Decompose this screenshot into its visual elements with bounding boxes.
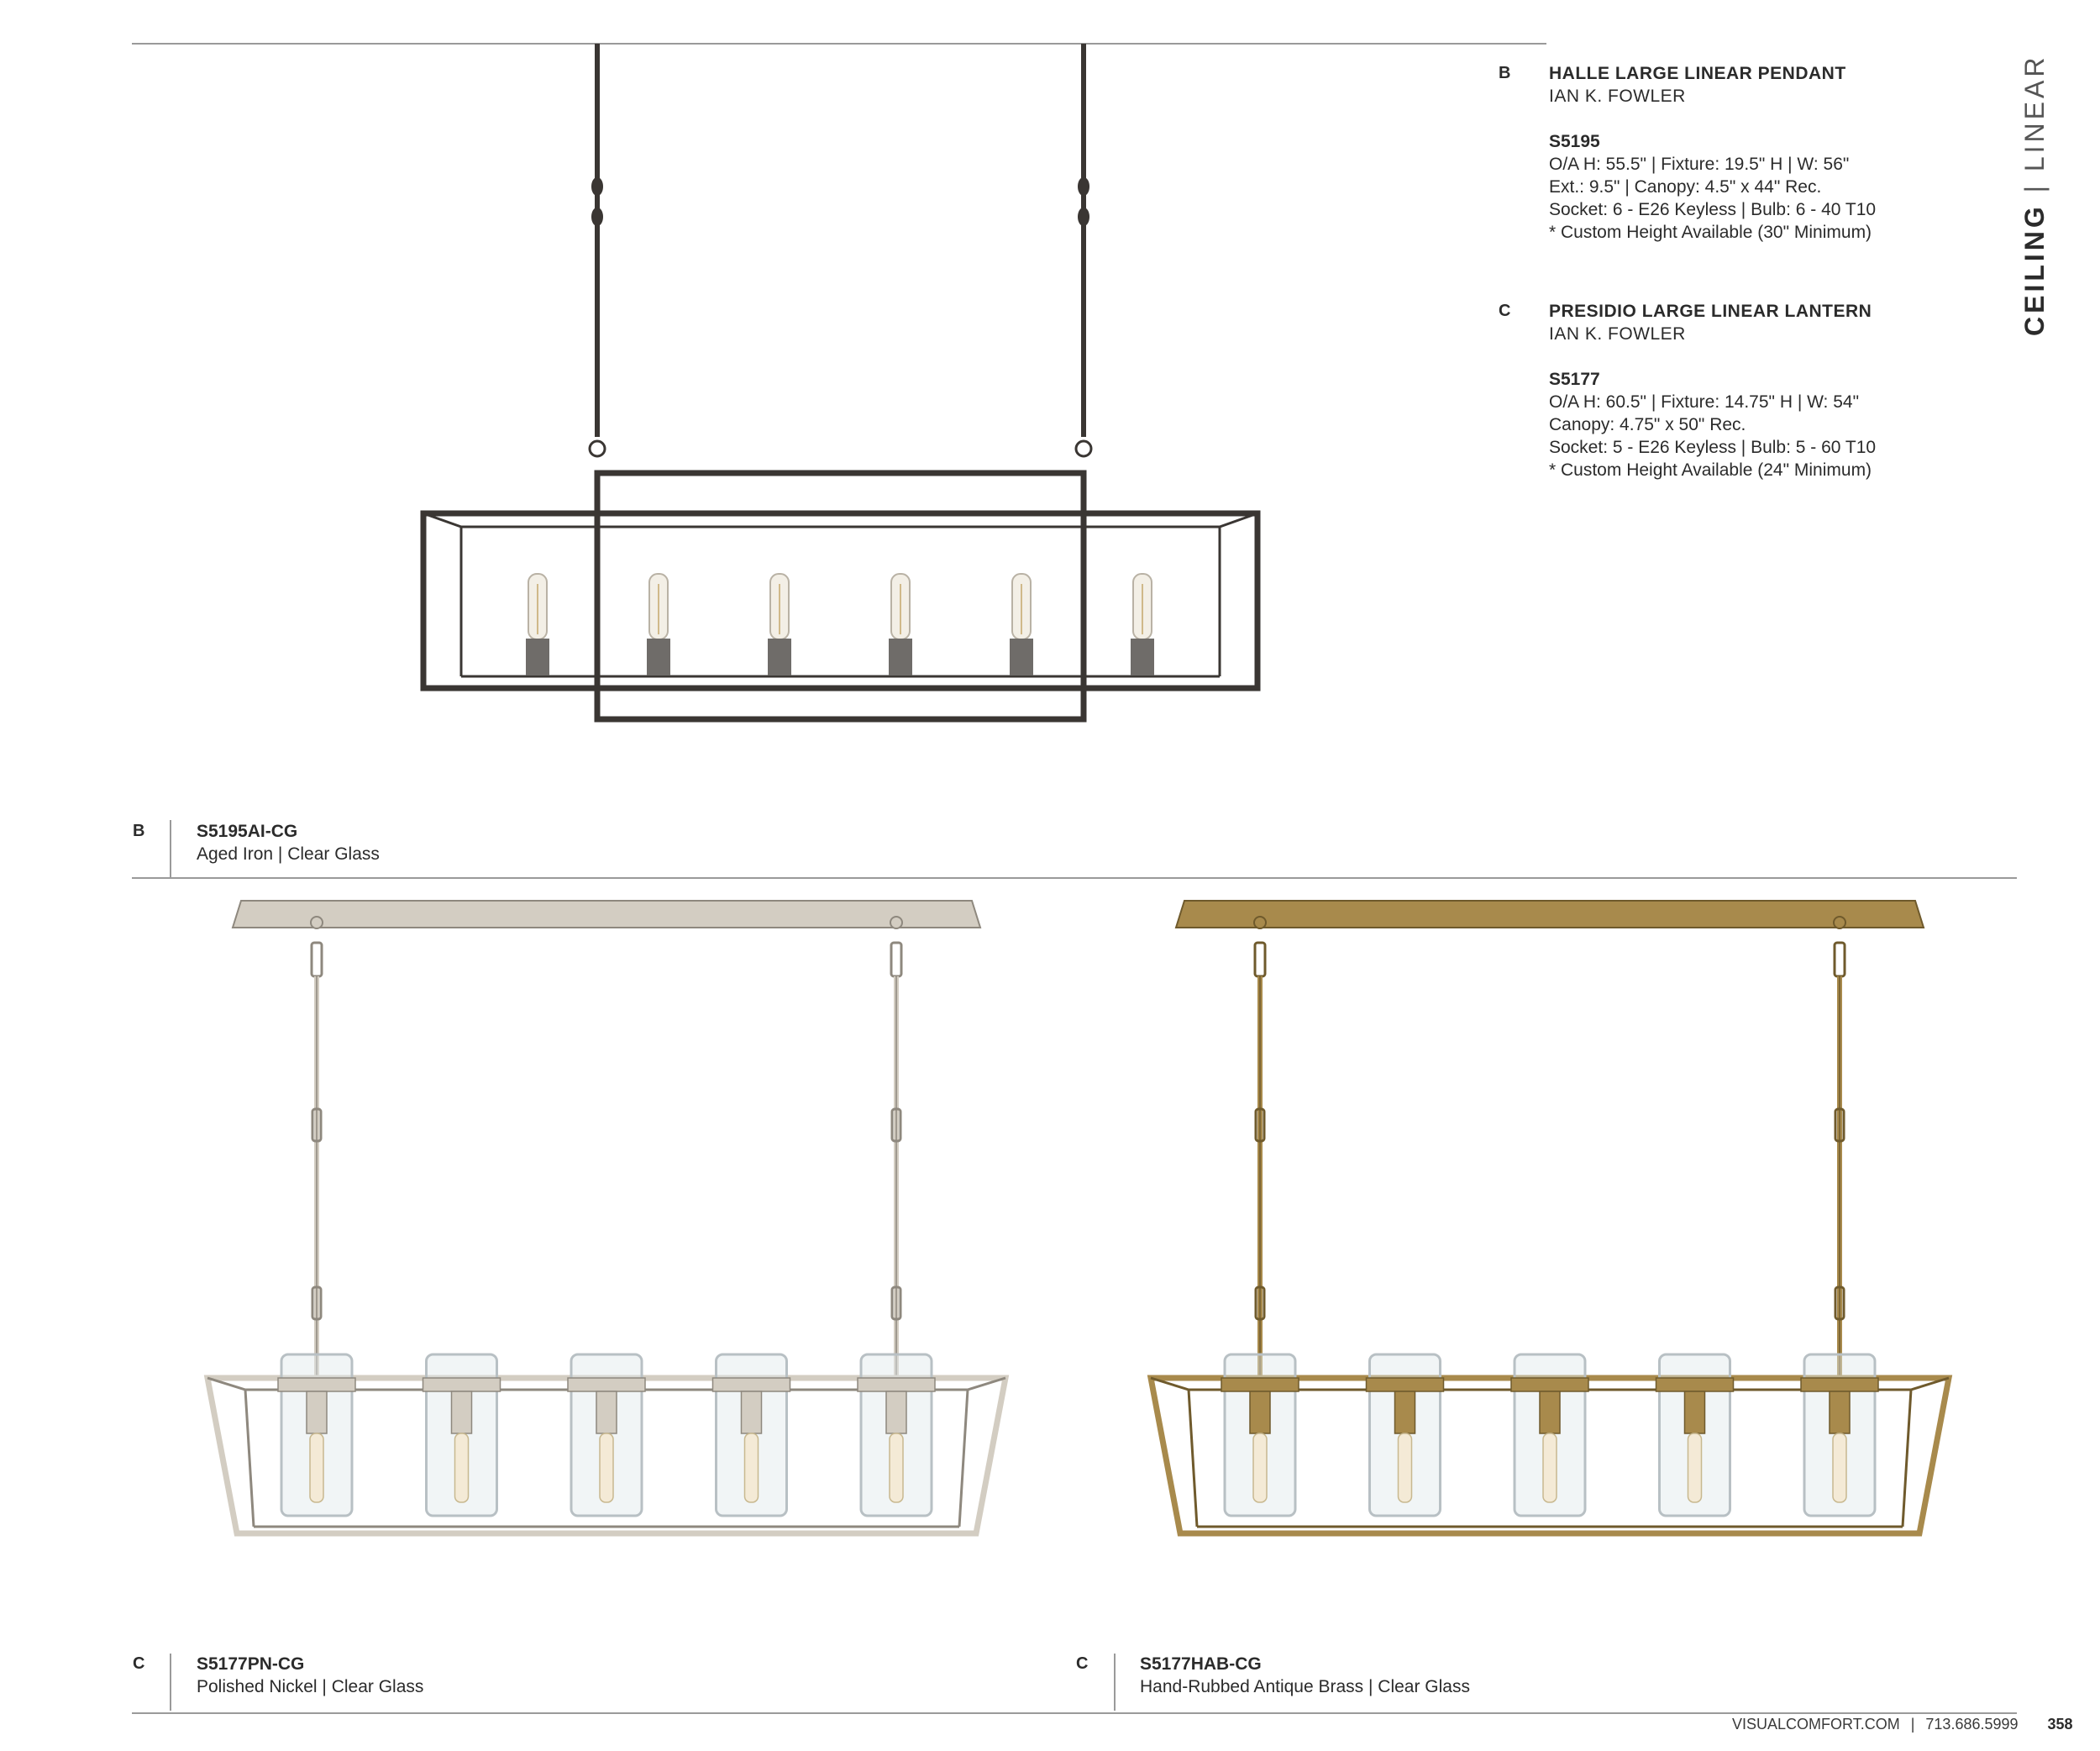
glass-cylinder-icon	[1221, 1354, 1299, 1516]
caption-sku: S5195AI-CG	[197, 822, 298, 841]
section-title-sub: LINEAR	[2019, 54, 2050, 172]
spec-line: O/A H: 55.5" | Fixture: 19.5" H | W: 56"	[1549, 155, 1850, 174]
footer-phone: 713.686.5999	[1925, 1716, 2019, 1733]
glass-cylinder-icon	[1656, 1354, 1734, 1516]
caption-presidio-antique-brass	[1076, 1653, 1470, 1698]
caption-presidio-polished-nickel	[133, 1653, 424, 1698]
caption-sku: S5177PN-CG	[197, 1654, 305, 1674]
spec-line: Ext.: 9.5" | Canopy: 4.5" x 44" Rec.	[1549, 177, 1822, 197]
product-designer: IAN K. FOWLER	[1549, 324, 1686, 344]
product-letter: B	[1499, 64, 1511, 82]
spec-line: Socket: 6 - E26 Keyless | Bulb: 6 - 40 T10	[1549, 200, 1877, 219]
product-sku: S5195	[1549, 132, 1600, 151]
caption-letter: C	[1076, 1654, 1089, 1673]
spec-line: Socket: 5 - E26 Keyless | Bulb: 5 - 60 T10	[1549, 438, 1877, 457]
footer-separator: |	[1910, 1716, 1915, 1733]
page-footer	[1732, 1716, 2073, 1733]
product-designer: IAN K. FOWLER	[1549, 87, 1686, 106]
caption-letter: C	[133, 1654, 145, 1673]
glass-cylinder-icon	[1511, 1354, 1588, 1516]
glass-cylinder-icon	[1801, 1354, 1878, 1516]
caption-finish: Polished Nickel | Clear Glass	[197, 1677, 424, 1696]
product-letter: C	[1499, 302, 1511, 320]
caption-divider	[1114, 1654, 1116, 1711]
product-name: HALLE LARGE LINEAR PENDANT	[1549, 64, 1846, 83]
caption-divider	[170, 1654, 171, 1711]
caption-finish: Hand-Rubbed Antique Brass | Clear Glass	[1140, 1677, 1470, 1696]
caption-finish: Aged Iron | Clear Glass	[197, 844, 380, 864]
caption-sku: S5177HAB-CG	[1140, 1654, 1262, 1674]
caption-letter: B	[133, 822, 145, 840]
product-sku: S5177	[1549, 370, 1600, 389]
section-title-main: CEILING	[2019, 203, 2050, 336]
page-number: 358	[2047, 1716, 2073, 1733]
spec-line: O/A H: 60.5" | Fixture: 14.75" H | W: 54"	[1549, 392, 1860, 412]
product-name: PRESIDIO LARGE LINEAR LANTERN	[1549, 302, 1872, 321]
spec-line: * Custom Height Available (24" Minimum)	[1549, 460, 1872, 480]
spec-line: Canopy: 4.75" x 50" Rec.	[1549, 415, 1746, 434]
glass-cylinder-icon	[1367, 1354, 1444, 1516]
spec-line: * Custom Height Available (30" Minimum)	[1549, 223, 1872, 242]
section-title-separator: |	[2019, 171, 2050, 204]
footer-website[interactable]: VISUALCOMFORT.COM	[1732, 1716, 1900, 1733]
